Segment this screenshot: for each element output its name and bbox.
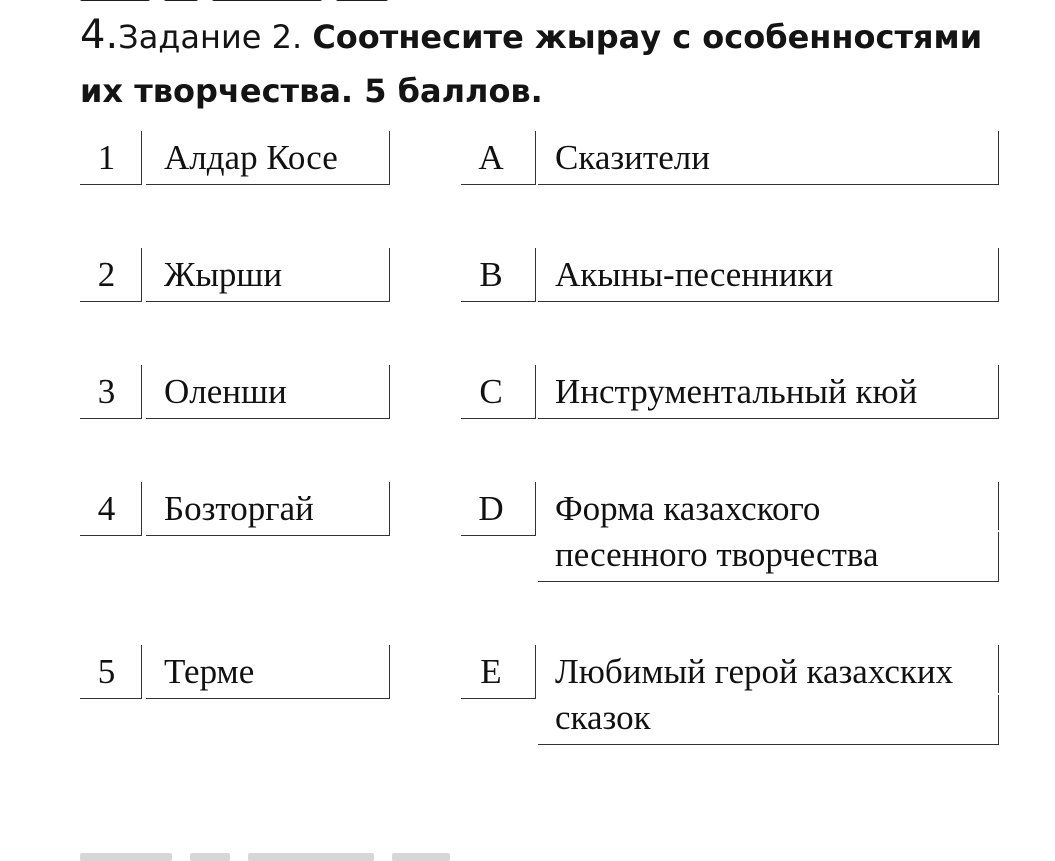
task-label: Задание 2.: [118, 18, 313, 56]
item-number: 4: [80, 482, 142, 536]
option-letter: B: [461, 248, 536, 302]
option-description: [538, 645, 999, 745]
option-letter: A: [461, 131, 536, 185]
option-letter: D: [461, 482, 536, 536]
task-heading: [80, 8, 1000, 118]
item-name: Жырши: [146, 248, 390, 302]
description-line: Форма казахского: [555, 489, 821, 528]
option-letter: C: [461, 365, 536, 419]
item-name: Терме: [146, 645, 390, 699]
item-number: 3: [80, 365, 142, 419]
item-name: Оленши: [146, 365, 390, 419]
option-description: Инструментальный кюй: [538, 365, 999, 419]
task-number: 4.: [80, 12, 119, 58]
task-instruction: Соотнесите жырау с особенностями их творчества. 5 баллов.: [80, 18, 983, 110]
option-description: [538, 482, 999, 582]
description-line: песенного творчества: [555, 535, 879, 574]
item-number: 1: [80, 131, 142, 185]
option-description: Сказители: [538, 131, 999, 185]
item-number: 5: [80, 645, 142, 699]
item-name: Бозторгай: [146, 482, 390, 536]
clipped-previous-text: [80, 0, 550, 2]
description-line: сказок: [555, 698, 651, 737]
option-letter: E: [461, 645, 536, 699]
description-line: Любимый герой казахских: [555, 652, 954, 691]
option-description: Акыны-песенники: [538, 248, 999, 302]
clipped-next-text: [80, 853, 450, 861]
item-name: Алдар Косе: [146, 131, 390, 185]
item-number: 2: [80, 248, 142, 302]
